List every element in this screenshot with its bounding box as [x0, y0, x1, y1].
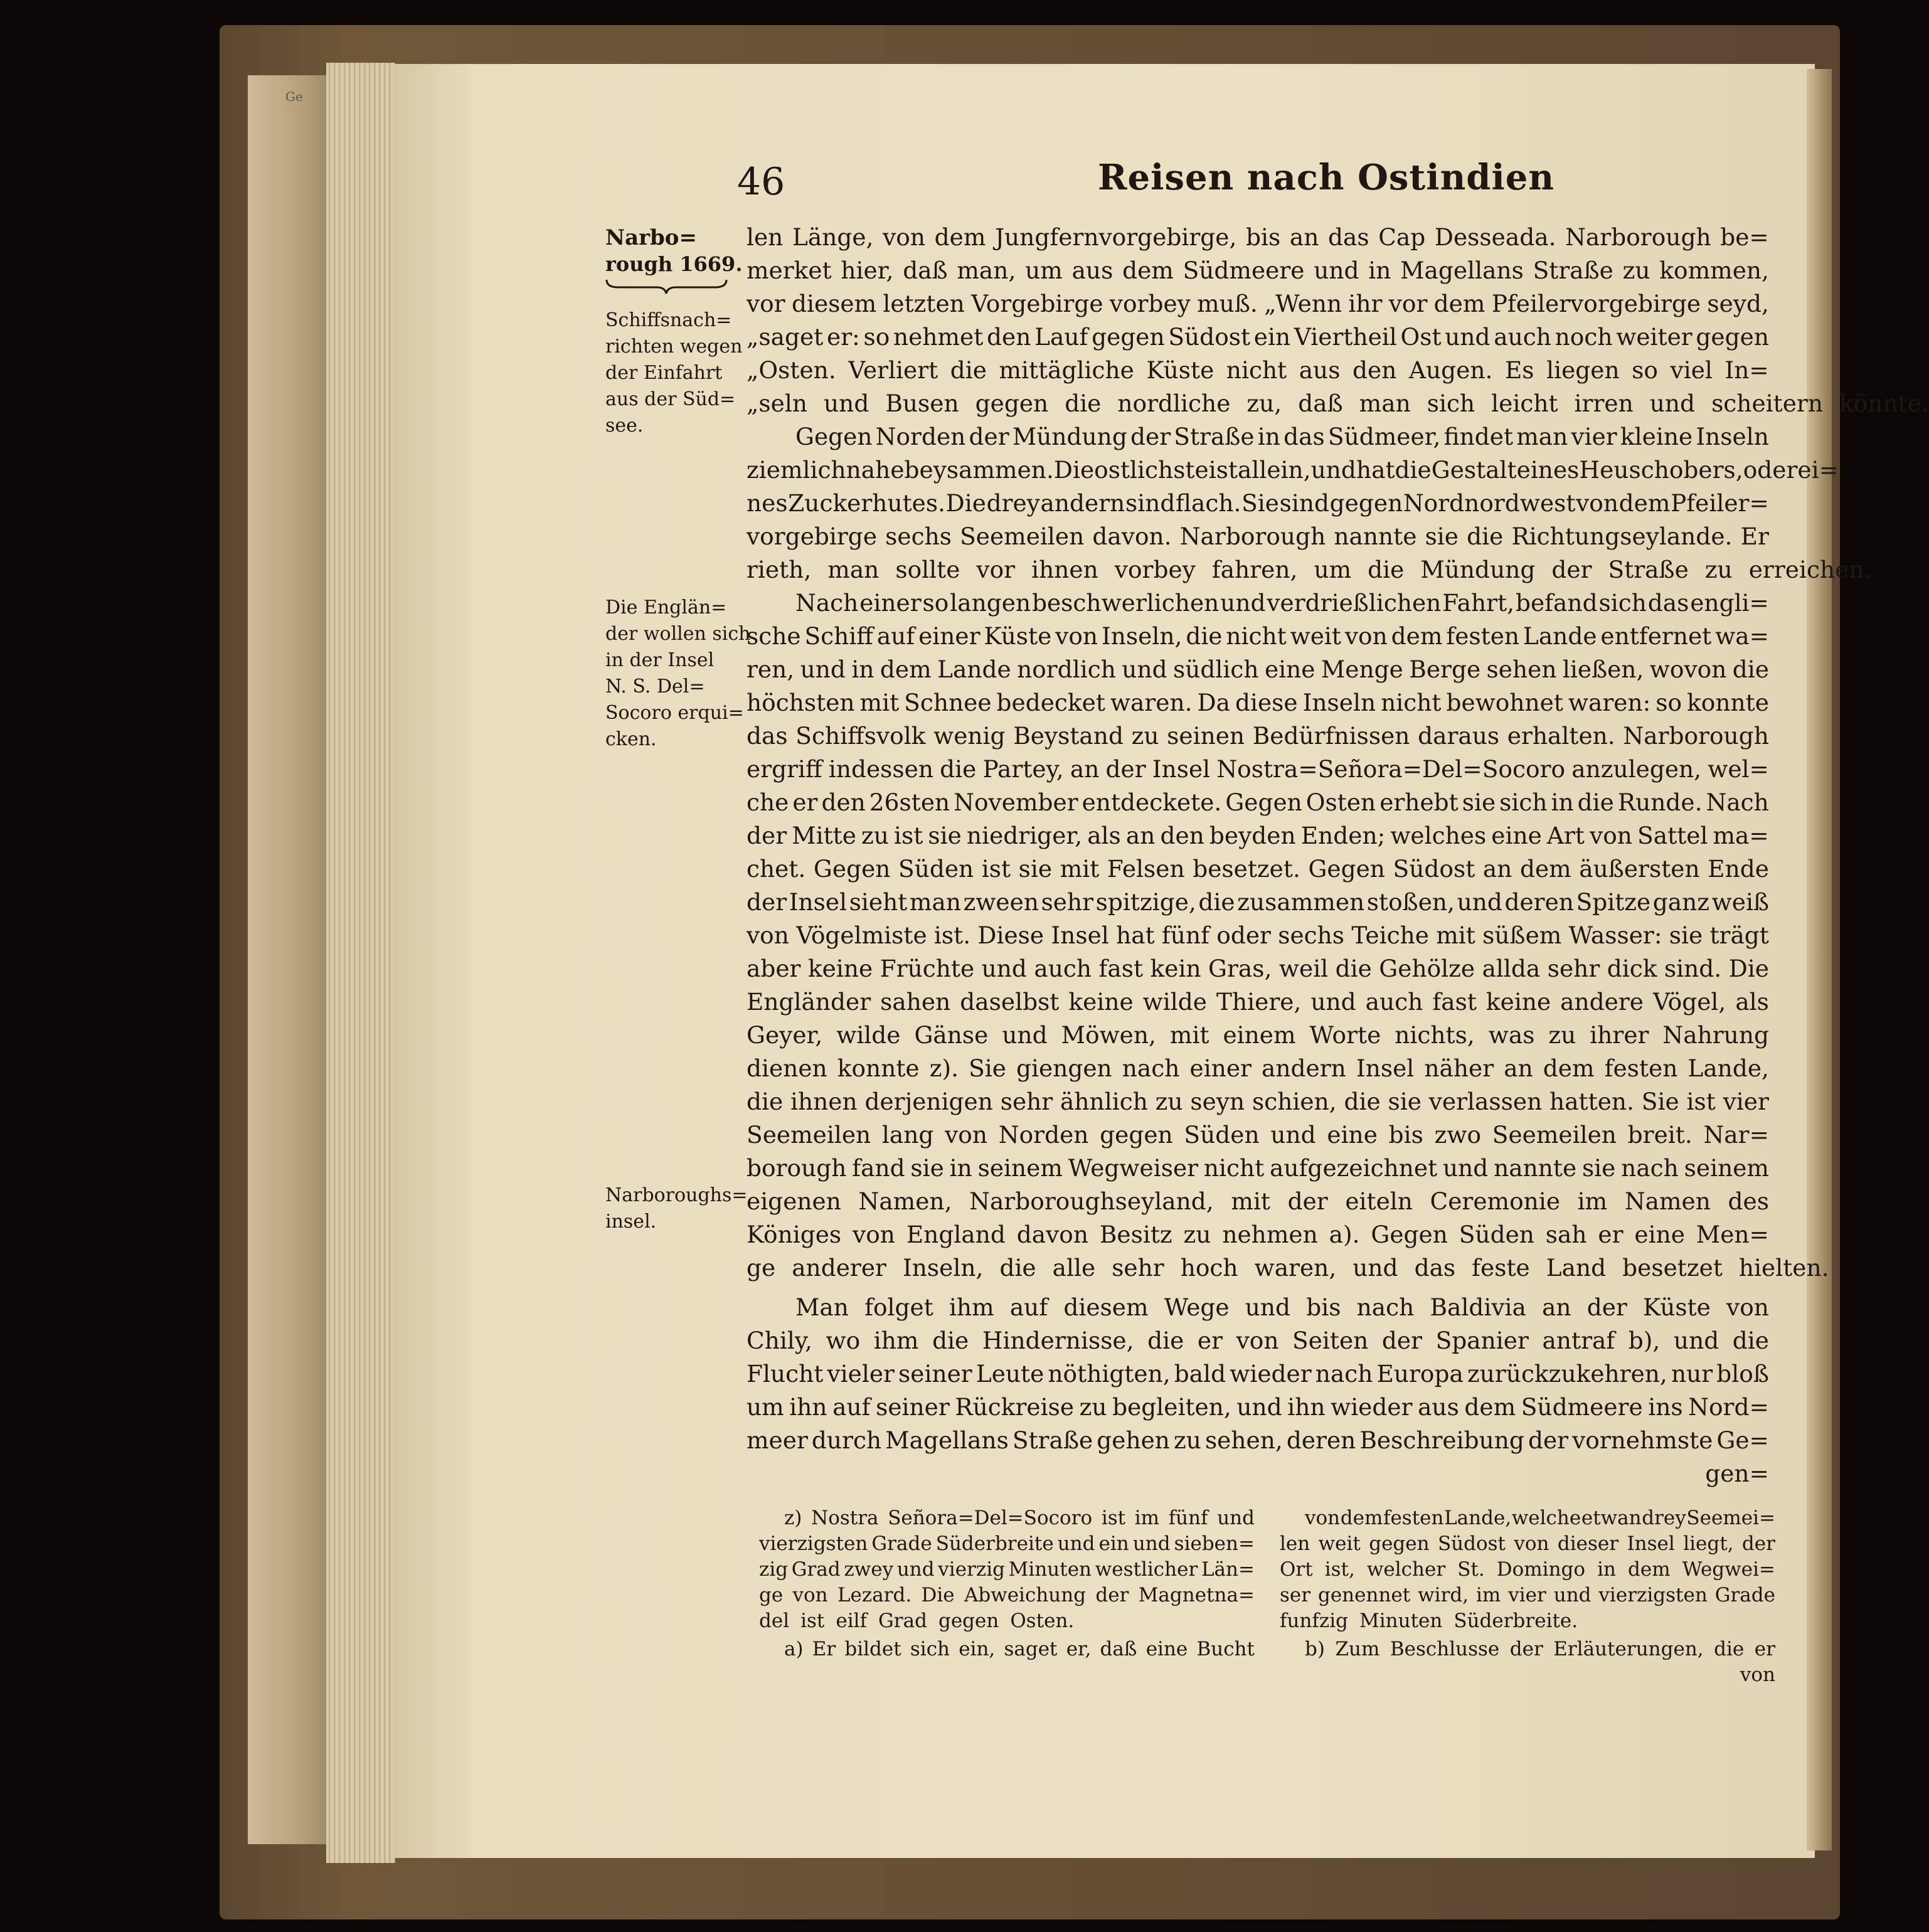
text-line: ziemlich nahe beysammen. Die ostlichste ist allein, und hat die Gestalt eines Heuschobers, oder ei= — [747, 456, 1839, 484]
sidenote-line: der wollen sich — [605, 623, 751, 645]
text-line: vierzigsten Grade Süderbreite und ein und sieben= — [759, 1532, 1255, 1555]
text-line: sche Schiff auf einer Küste von Inseln, die nicht weit von dem festen Lande entfernet wa= — [747, 622, 1769, 650]
text-line: „saget er: so nehmet den Lauf gegen Südost ein Viertheil Ost und auch noch weiter gegen — [747, 323, 1769, 351]
sidenote-approach — [605, 307, 743, 439]
text-line: ren, und in dem Lande nordlich und südlich eine Menge Berge sehen ließen, wovon die — [747, 656, 1769, 683]
page-number: 46 — [737, 160, 785, 204]
sidenote-line: Die Englän= — [605, 597, 727, 618]
previous-page-edge — [248, 75, 329, 1844]
main-text — [747, 221, 1929, 1490]
text-line: vor diesem letzten Vorgebirge vorbey muß. „Wenn ihr vor dem Pfeilervorgebirge seyd, — [747, 290, 1769, 317]
running-title: Reisen nach Ostindien — [1098, 157, 1555, 198]
text-line: „seln und Busen gegen die nordliche zu, daß man sich leicht irren und scheitern könnte. — [747, 390, 1929, 417]
text-line: ge anderer Inseln, die alle sehr hoch waren, und das feste Land besetzet hielten. — [747, 1254, 1829, 1282]
text-line: Geyer, wilde Gänse und Möwen, mit einem Worte nichts, was zu ihrer Nahrung — [747, 1021, 1769, 1049]
text-line: Flucht vieler seiner Leute nöthigten, bald wieder nach Europa zurückzukehren, nur bloß — [747, 1360, 1769, 1388]
sidenote-line: insel. — [605, 1211, 657, 1233]
text-line: Nach einer so langen beschwerlichen und verdrießlichen Fahrt, befand sich das engli= — [795, 589, 1769, 617]
paragraph-gap — [747, 1285, 1769, 1291]
page-stack-edges — [326, 63, 395, 1863]
text-line: eigenen Namen, Narboroughseyland, mit der eiteln Ceremonie im Namen des — [747, 1187, 1769, 1215]
sidenote-line: Schiffsnach= — [605, 309, 732, 331]
sidenote-line: see. — [605, 415, 644, 437]
text-line: meer durch Magellans Straße gehen zu sehen, deren Beschreibung der vornehmste Ge= — [747, 1426, 1769, 1454]
text-line: b) Zum Beschlusse der Erläuterungen, die er — [1305, 1638, 1775, 1660]
text-line: Ort ist, welcher St. Domingo in dem Wegwei= — [1280, 1558, 1775, 1581]
brace-ornament — [605, 279, 728, 295]
sidenote-author-head: Narbo= — [605, 225, 697, 250]
sidenote-line: der Einfahrt — [605, 362, 723, 384]
text-line: merket hier, daß man, um aus dem Südmeere und in Magellans Straße zu kommen, — [747, 257, 1769, 284]
text-line: del ist eilf Grad gegen Osten. — [759, 1610, 1075, 1632]
text-line: che er den 26sten November entdeckete. Gegen Osten erhebt sie sich in die Runde. Nach — [747, 788, 1769, 816]
text-line: aber keine Früchte und auch fast kein Gras, weil die Gehölze allda sehr dick sind. Die — [747, 955, 1769, 982]
text-line: zig Grad zwey und vierzig Minuten westlicher Län= — [759, 1558, 1255, 1581]
text-line: von dem festen Lande, welche etwan drey Seemei= — [1305, 1507, 1775, 1529]
sidenote-english-island — [605, 595, 751, 753]
sidenote-line: richten wegen — [605, 336, 743, 358]
page-right-edge — [1807, 69, 1832, 1850]
text-line: höchsten mit Schnee bedecket waren. Da diese Inseln nicht bewohnet waren: so konnte — [747, 689, 1769, 716]
footnotes-left-column — [759, 1505, 1255, 1662]
text-line: len Länge, von dem Jungfernvorgebirge, bis an das Cap Desseada. Narborough be= — [747, 223, 1769, 251]
sidenote-line: aus der Süd= — [605, 388, 736, 410]
text-line: ergriff indessen die Partey, an der Insel Nostra=Señora=Del=Socoro anzulegen, wel= — [747, 755, 1769, 783]
text-line: Chily, wo ihm die Hindernisse, die er von Seiten der Spanier antraf b), und die — [747, 1327, 1769, 1354]
text-line: a) Er bildet sich ein, saget er, daß eine Bucht — [784, 1638, 1255, 1660]
text-line: borough fand sie in seinem Wegweiser nicht aufgezeichnet und nannte sie nach seinem — [747, 1154, 1769, 1182]
sidenote-line: in der Insel — [605, 649, 715, 671]
text-line: Man folget ihm auf diesem Wege und bis nach Baldivia an der Küste von — [795, 1293, 1769, 1321]
text-line: „Osten. Verliert die mittägliche Küste nicht aus den Augen. Es liegen so viel In= — [747, 356, 1769, 384]
sidenote-line: Narboroughs= — [605, 1184, 748, 1206]
footnotes-right-column — [1280, 1505, 1775, 1688]
text-line: das Schiffsvolk wenig Beystand zu seinen Bedürfnissen daraus erhalten. Narborough — [747, 722, 1769, 750]
text-line: chet. Gegen Süden ist sie mit Felsen besetzet. Gegen Südost an dem äußersten Ende — [747, 855, 1769, 883]
text-line: die ihnen derjenigen sehr ähnlich zu seyn schien, die sie verlassen hatten. Sie ist vier — [747, 1088, 1769, 1115]
text-line: Königes von England davon Besitz zu nehmen a). Gegen Süden sah er eine Men= — [747, 1221, 1769, 1248]
text-line: der Mitte zu ist sie niedriger, als an den beyden Enden; welches eine Art von Sattel ma= — [747, 822, 1769, 849]
text-line: gen= — [1705, 1460, 1769, 1487]
text-line: der Insel sieht man zween sehr spitzige, die zusammen stoßen, und deren Spitze ganz weiß — [747, 888, 1769, 916]
text-line: Gegen Norden der Mündung der Straße in das Südmeer, findet man vier kleine Inseln — [795, 423, 1769, 450]
text-line: funfzig Minuten Süderbreite. — [1280, 1610, 1578, 1632]
sidenote-line: cken. — [605, 728, 657, 750]
text-line: rieth, man sollte vor ihnen vorbey fahren, um die Mündung der Straße zu erreichen. — [747, 556, 1872, 583]
text-line: Engländer sahen daselbst keine wilde Thiere, und auch fast keine andere Vögel, als — [747, 988, 1769, 1016]
previous-page-caption: Ge — [285, 89, 303, 104]
sidenote-line: Socoro erqui= — [605, 702, 744, 724]
sidenote-author — [605, 225, 743, 439]
text-line: von — [1740, 1664, 1775, 1686]
text-line: dienen konnte z). Sie giengen nach einer andern Insel näher an dem festen Lande, — [747, 1054, 1769, 1082]
sidenote-narborough-island — [605, 1182, 748, 1235]
text-line: len weit gegen Südost von dieser Insel liegt, der — [1280, 1532, 1775, 1555]
text-line: ser genennet wird, im vier und vierzigsten Grade — [1280, 1584, 1775, 1606]
text-line: Seemeilen lang von Norden gegen Süden und eine bis zwo Seemeilen breit. Nar= — [747, 1121, 1769, 1149]
text-line: um ihn auf seiner Rückreise zu begleiten, und ihn wieder aus dem Südmeere ins Nord= — [747, 1393, 1769, 1421]
text-line: ge von Lezard. Die Abweichung der Magnetna= — [759, 1584, 1255, 1606]
text-line: von Vögelmiste ist. Diese Insel hat fünf oder sechs Teiche mit süßem Wasser: sie trägt — [747, 921, 1769, 949]
text-line: vorgebirge sechs Seemeilen davon. Narborough nannte sie die Richtungseylande. Er — [747, 523, 1769, 550]
text-line: nes Zuckerhutes. Die drey andern sind flach. Sie sind gegen Nordnordwest von dem Pfeiler= — [747, 489, 1769, 517]
text-line: z) Nostra Señora=Del=Socoro ist im fünf und — [784, 1507, 1255, 1529]
sidenote-author-year: rough 1669. — [605, 252, 743, 276]
sidenote-line: N. S. Del= — [605, 676, 705, 698]
